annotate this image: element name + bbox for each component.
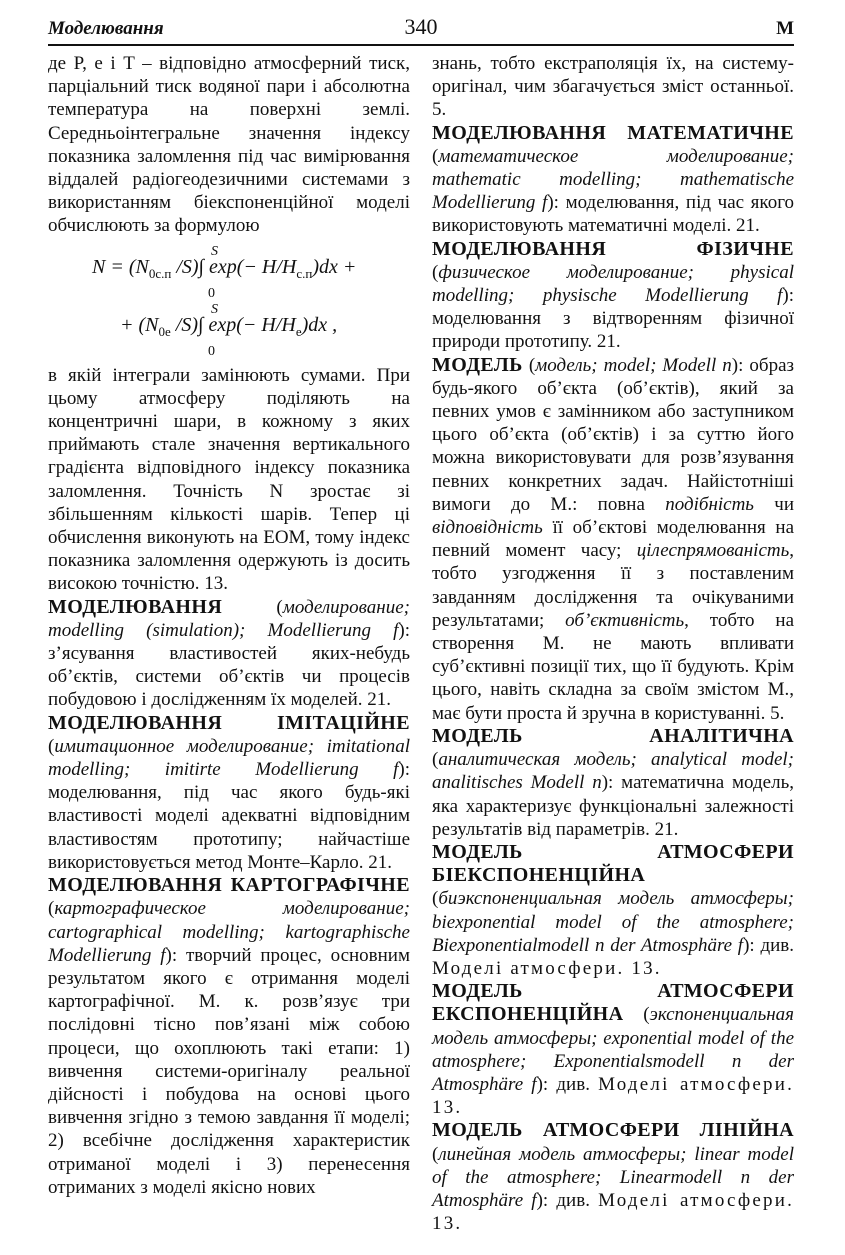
page-number: 340 — [404, 14, 438, 39]
formula-line-2: + ($N_{0e}$ /S)∫ $\exp(- H/H_e)dx$ , — [120, 313, 338, 339]
entry-kartohrafichne: МОДЕЛЮВАННЯ КАРТОГРАФІЧНЕ (картографическое моделирование; cartographical modelling; kartographische Modellierung f): творчий процес, основним результатом якого є отримання моделі картографічної. М. к. розв’язує три послідовні тісно пов’язані між собою процеси, що охоплюють такі етапи: 1) вивчення системи-оригіналу реальної дійсності і побудова на основі цього вивчення згідно з темою завдання її моделі; 2) всебічне дослідження характеристик отриманої моделі і 3) перенесення отриманих з моделі якісно нових — [48, 874, 411, 1198]
lower-limit: 0 — [208, 285, 215, 301]
formula-paragraph: в якій інтеграли замінюють сумами. При цьому атмосферу поділяють на концентричні шари, в кожному з яких приймають стале значення вертикального градієнта відповідного індексу показника заломлення. Точність N зростає зі збільшенням кількості шарів. Тепер ці обчислення виконують на ЕОМ, тому індекс показника заломлення одержують із досить високою точністю. 13. — [48, 364, 410, 595]
formula-line-1: $N = (N_{0с.п}$ /S)∫ $\exp(- H/H_{с.п})dx$ + — [92, 255, 357, 281]
entry-analitychna: МОДЕЛЬ АНАЛІТИЧНА (аналитическая модель; analytical model; analitisches Modell n): математична модель, яка характеризує функціональні залежності результатів від параметрів. 21. — [432, 724, 794, 840]
section-letter: М — [776, 18, 794, 39]
continuation-paragraph: знань, тобто екстраполяція їх, на систему-оригінал, чим збагачується зміст останньої. 5. — [432, 53, 794, 121]
entry-liniina: МОДЕЛЬ АТМОСФЕРИ ЛІНІЙНА (линейная модель атмосферы; linear model of the atmosphere; Linearmodell n der Atmosphäre f): див. Моделі атмосфери. 13. — [432, 1119, 795, 1235]
entry-fizychne: МОДЕЛЮВАННЯ ФІЗИЧНЕ (физическое моделирование; physical modelling; physische Modellierung f): моделювання з відтворенням фізичної природи прототипу. 21. — [432, 237, 794, 353]
entry-imitatsiine: МОДЕЛЮВАННЯ ІМІТАЦІЙНЕ (имитационное моделирование; imitational modelling; imitirte Modellierung f): моделювання, під час якого будь-які властивості моделі адекватні відповідним властивостям прототипу; найчастіше використовується метод Монте–Карло. 21. — [48, 711, 410, 873]
right-column — [432, 52, 794, 1235]
entry-model: МОДЕЛЬ (модель; model; Modell n): образ будь-якого об’єкта (об’єктів), який за певних умов є замінником або заступником цього об’єкта (об’єктів) і за суттю його можна використовувати для розв’язування певних конкретних задач. Найістотніші вимоги до М.: повна подібність чи відповідність її об’єктові моделювання на певний момент часу; цілеспрямованість, тобто узгодження її з поставленим завданням дослідження та очікуваними результатами; об’єктивність, тобто на створення М. не мають впливати суб’єктивні позиції тих, що її будують. Крім цього, навіть складна за своїм змістом М., має бути проста й зручна в користуванні. 5. — [432, 353, 795, 724]
lower-limit-2: 0 — [208, 343, 215, 359]
upper-limit-2: S — [211, 301, 218, 317]
header-rule — [48, 44, 794, 46]
entry-modeliuvannia: МОДЕЛЮВАННЯ (моделирование; modelling (simulation); Modellierung f): з’ясування властивостей яких-небудь об’єктів, системи об’єктів чи процесів побудовою і дослідженням їх моделей. 21. — [48, 595, 410, 711]
entry-eksponentsiina: МОДЕЛЬ АТМОСФЕРИ ЕКСПОНЕНЦІЙНА (экспоненциальная модель атмосферы; exponential model of the atmosphere; Exponentialsmodell n der Atmosphäre f): див. Моделі атмосфери. 13. — [432, 980, 795, 1119]
left-column — [48, 52, 410, 1199]
entry-matematychne: МОДЕЛЮВАННЯ МАТЕМАТИЧНЕ (математическое моделирование; mathematic modelling; mathematische Modellierung f): моделювання, під час якого використовують математичні моделі. 21. — [432, 121, 795, 237]
intro-paragraph: де P, e і T – відповідно атмосферний тиск, парціальний тиск водяної пари і абсолютна температура на поверхні землі. Середньоінтегральне значення індексу показника заломлення під час вимірювання віддалей радіогеодезичними системами з використанням біекспоненційної моделі обчислюють за формулою — [48, 53, 410, 237]
formula — [48, 240, 410, 360]
upper-limit: S — [211, 243, 218, 259]
entry-bieksponentsiina: МОДЕЛЬ АТМОСФЕРИ БІЕКСПОНЕНЦІЙНА (биэкспоненциальная модель атмосферы; biexponential model of the atmosphere; Biexponentialmodell n der Atmosphäre f): див. Моделі атмосфери. 13. — [432, 840, 795, 979]
running-title: Моделювання — [48, 18, 164, 39]
page-header — [48, 12, 794, 42]
